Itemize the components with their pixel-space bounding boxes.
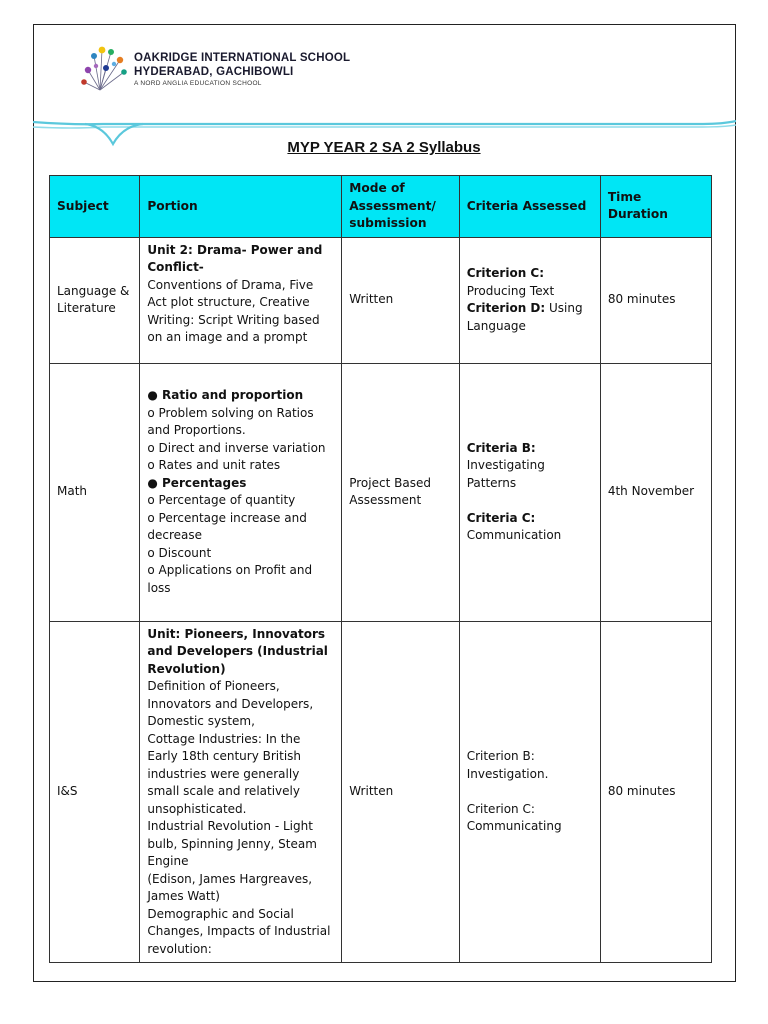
header-criteria: Criteria Assessed xyxy=(459,176,600,238)
portion-heading: Unit 2: Drama- Power and Conflict- xyxy=(147,242,323,274)
criteria-cell xyxy=(459,237,600,363)
subject-cell: I&S xyxy=(50,621,140,963)
header-portion: Portion xyxy=(140,176,342,238)
dandelion-logo-icon xyxy=(78,40,134,98)
portion-line: Cottage Industries: In the Early 18th century British industries were generally small scale and relatively unsophisticated. xyxy=(147,731,302,816)
portion-line: o Percentage increase and decrease xyxy=(147,510,307,542)
school-name-line2: HYDERABAD, GACHIBOWLI xyxy=(134,66,294,78)
school-name xyxy=(134,51,350,79)
portion-line: o Problem solving on Ratios and Proportions. xyxy=(147,405,314,437)
portion-line: o Discount xyxy=(147,545,212,560)
portion-line: o Rates and unit rates xyxy=(147,458,281,472)
subject-cell: Math xyxy=(50,363,140,621)
header-mode: Mode of Assessment/ submission xyxy=(342,176,459,238)
criterion-label: Criteria B: xyxy=(466,440,536,455)
mode-cell: Project Based Assessment xyxy=(342,363,459,621)
criterion-label: Criteria C: xyxy=(466,510,536,525)
portion-line: ● Ratio and proportion xyxy=(147,388,304,402)
table-row xyxy=(50,363,712,621)
portion-cell xyxy=(140,621,342,963)
mode-cell: Written xyxy=(342,237,459,363)
table-row xyxy=(50,237,712,363)
criterion-label: Criterion C: xyxy=(466,266,545,280)
criterion-desc: Communication xyxy=(466,528,562,542)
header-subject: Subject xyxy=(50,176,140,238)
portion-line: ● Percentages xyxy=(147,475,247,490)
portion-line: o Applications on Profit and loss xyxy=(147,563,313,595)
mode-cell: Written xyxy=(342,621,459,963)
criterion-item: Criterion B: Investigation. xyxy=(466,749,549,781)
school-name-line1: OAKRIDGE INTERNATIONAL SCHOOL xyxy=(134,52,351,64)
criterion-item xyxy=(467,440,593,493)
syllabus-table xyxy=(49,175,712,963)
table-row xyxy=(50,621,712,963)
criterion-item: Criterion C: Communicating xyxy=(466,801,562,833)
spacer xyxy=(467,783,593,801)
criterion-item xyxy=(467,265,593,300)
criterion-desc: Producing Text xyxy=(466,283,555,298)
criterion-label: Criterion D: xyxy=(466,301,546,315)
criteria-cell xyxy=(459,363,600,621)
spacer xyxy=(467,492,593,510)
time-cell: 4th November xyxy=(600,363,711,621)
criterion-desc: Investigating Patterns xyxy=(466,458,545,490)
portion-cell xyxy=(140,237,342,363)
table-header-row xyxy=(50,176,712,238)
portion-cell xyxy=(140,363,342,621)
portion-line: o Percentage of quantity xyxy=(147,493,296,507)
portion-heading: Unit: Pioneers, Innovators and Developers (Industrial Revolution) xyxy=(147,626,328,676)
school-tagline: A NORD ANGLIA EDUCATION SCHOOL xyxy=(134,80,262,87)
subject-cell: Language & Literature xyxy=(50,237,140,363)
criterion-item xyxy=(467,300,593,335)
criterion-desc: Using Language xyxy=(466,301,583,333)
page-title: MYP YEAR 2 SA 2 Syllabus xyxy=(287,139,481,156)
criteria-cell xyxy=(459,621,600,963)
portion-text: Conventions of Drama, Five Act plot structure, Creative Writing: Script Writing based on an image and a prompt xyxy=(147,277,320,344)
time-cell: 80 minutes xyxy=(600,621,711,963)
school-logo xyxy=(78,40,351,98)
portion-line: Industrial Revolution - Light bulb, Spinning Jenny, Steam Engine xyxy=(147,819,317,868)
header-time: Time Duration xyxy=(600,176,711,238)
portion-line: Definition of Pioneers, Innovators and Developers, Domestic system, xyxy=(147,679,314,728)
portion-line: (Edison, James Hargreaves, James Watt) xyxy=(147,871,313,903)
time-cell: 80 minutes xyxy=(600,237,711,363)
portion-line: o Direct and inverse variation xyxy=(147,440,326,455)
portion-line: Demographic and Social Changes, Impacts of Industrial revolution: xyxy=(147,906,331,956)
criterion-item xyxy=(467,510,593,545)
